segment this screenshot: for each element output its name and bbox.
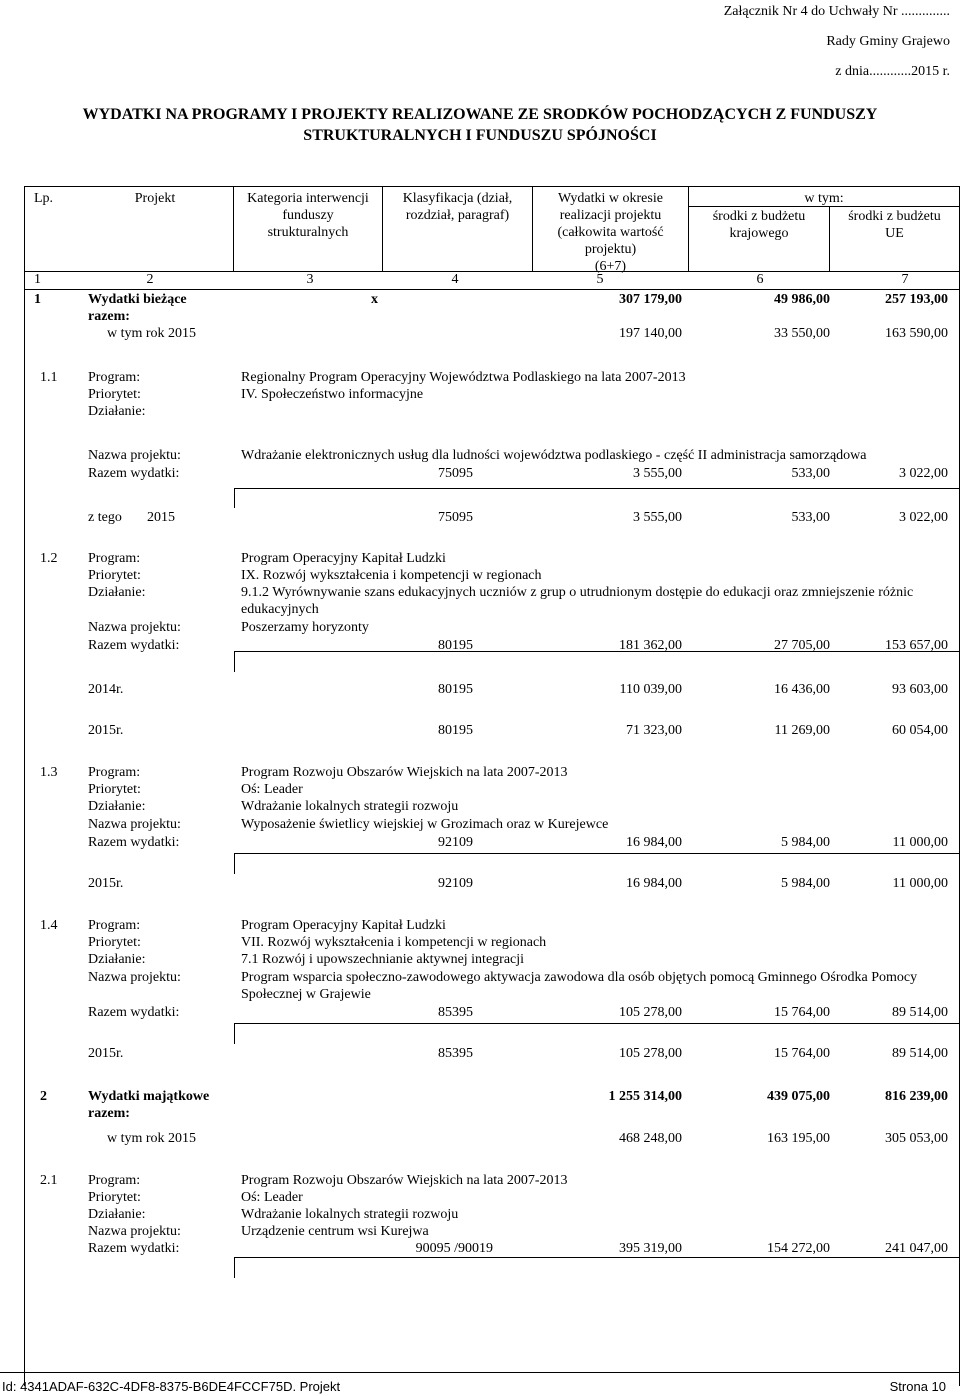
col-kategoria-header: Kategoria interwencji funduszy strukturalnych bbox=[247, 191, 369, 240]
attachment-line: Załącznik Nr 4 do Uchwały Nr .............. bbox=[723, 4, 950, 19]
col-number-1: 1 bbox=[34, 272, 41, 287]
col-number-7: 7 bbox=[901, 272, 909, 287]
section-label: Wydatki bieżące bbox=[88, 292, 187, 307]
col-number-4: 4 bbox=[451, 272, 459, 287]
col-projekt-header: Projekt bbox=[134, 191, 176, 206]
document-title-line1: WYDATKI NA PROGRAMY I PROJEKTY REALIZOWANE ZE SRODKÓW POCHODZĄCYCH Z FUNDUSZY bbox=[82, 106, 878, 123]
col-number-2: 2 bbox=[146, 272, 154, 287]
col-klasyfikacja-header: Klasyfikacja (dział, rozdział, paragraf) bbox=[402, 191, 513, 223]
col-lp-header: Lp. bbox=[34, 191, 54, 206]
col-number-6: 6 bbox=[756, 272, 764, 287]
section-label: Wydatki majątkowe bbox=[88, 1089, 210, 1104]
col-krajowe-header: środki z budżetu krajowego bbox=[712, 209, 806, 241]
col-w-tym-header: w tym: bbox=[804, 191, 844, 206]
col-number-3: 3 bbox=[306, 272, 314, 287]
document-id: Id: 4341ADAF-632C-4DF8-8375-B6DE4FCCF75D. Projekt bbox=[2, 1379, 341, 1394]
col-number-5: 5 bbox=[596, 272, 604, 287]
page-number: Strona 10 bbox=[889, 1379, 946, 1394]
date-line: z dnia............2015 r. bbox=[835, 64, 950, 79]
col-wydatki-header: Wydatki w okresie realizacji projektu (całkowita wartość projektu) (6+7) bbox=[557, 191, 664, 274]
col-ue-header: środki z budżetu UE bbox=[848, 209, 941, 241]
document-title-line2: STRUKTURALNYCH I FUNDUSZU SPÓJNOŚCI bbox=[303, 127, 657, 144]
council-line: Rady Gminy Grajewo bbox=[826, 34, 950, 49]
